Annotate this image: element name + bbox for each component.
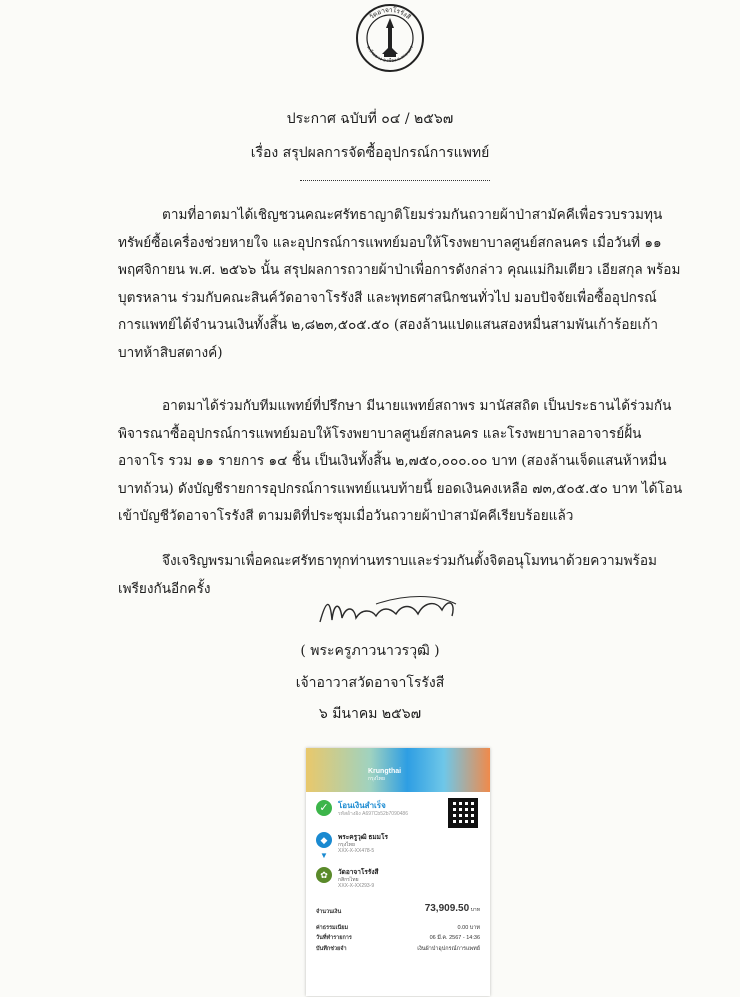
sender-account: XXX-X-XX478-5 bbox=[338, 848, 375, 854]
transfer-ref: รหัสอ้างอิง A697Cb52b7090486 bbox=[338, 811, 408, 817]
paragraph-1 bbox=[118, 202, 681, 367]
dotted-divider bbox=[300, 178, 490, 181]
paragraph-line: เข้าบัญชีวัดอาจาโรรังสี ตามมติที่ประชุมเมื่อวันถวายผ้าป่าสามัคคีเรียบร้อยแล้ว bbox=[118, 508, 574, 524]
paragraph-line: ทรัพย์ซื้อเครื่องช่วยหายใจ และอุปกรณ์การแพทย์มอบให้โรงพยาบาลศูนย์สกลนคร เมื่อวันที่ ๑๑ bbox=[118, 234, 662, 251]
announcement-subject: เรื่อง สรุปผลการจัดซื้ออุปกรณ์การแพทย์ bbox=[250, 145, 490, 161]
memo-label: บันทึกช่วยจำ bbox=[316, 946, 347, 952]
amount-value: 73,909.50 บาท bbox=[424, 903, 480, 914]
signatory-name: ( พระครูภาวนาวรวุฒิ ) bbox=[300, 643, 440, 659]
seal-top-text: วัดอาจาโรรังสี bbox=[367, 5, 413, 22]
slip-header bbox=[306, 748, 490, 792]
receiver-account: XXX-X-XX293-9 bbox=[338, 883, 375, 889]
paragraph-line: อาตมาได้ร่วมกับทีมแพทย์ที่ปรึกษา มีนายแพทย์สถาพร มานัสสถิต เป็นประธานได้ร่วมกัน bbox=[162, 398, 672, 414]
announcement-number: ประกาศ ฉบับที่ ๐๔ / ๒๕๖๗ bbox=[286, 111, 454, 127]
arrow-down-icon: ▼ bbox=[320, 851, 328, 860]
fee-label: ค่าธรรมเนียม bbox=[316, 925, 349, 931]
paragraph-2 bbox=[118, 393, 683, 531]
signature-date: ๖ มีนาคม ๒๕๖๗ bbox=[318, 706, 422, 722]
paragraph-line: บุตรหลาน ร่วมกับคณะสินค์วัดอาจาโรรังสี และพุทธศาสนิกชนทั่วไป มอบปัจจัยเพื่อซื้ออุปกรณ์ bbox=[118, 289, 657, 306]
handwritten-signature-icon bbox=[316, 592, 460, 630]
paragraph-line: พิจารณาซื้ออุปกรณ์การแพทย์มอบให้โรงพยาบาลศูนย์สกลนคร และโรงพยาบาลอาจารย์ฝั้น bbox=[118, 425, 642, 442]
paragraph-line: เพรียงกันอีกครั้ง bbox=[118, 580, 211, 597]
kasikorn-bank-icon: ✿ bbox=[316, 867, 332, 883]
paragraph-line: อาจาโร รวม ๑๑ รายการ ๑๔ ชิ้น เป็นเงินทั้งสิ้น ๒,๗๕๐,๐๐๐.๐๐ บาท (สองล้านเจ็ดแสนห้าหมื่น bbox=[118, 453, 667, 469]
paragraph-line: พฤศจิกายน พ.ศ. ๒๕๖๖ นั้น สรุปผลการถวายผ้าป่าเพื่อการดังกล่าว คุณแม่กิมเตียว เอียสกุล พร้อม bbox=[118, 262, 681, 278]
krungthai-bank-icon: ◆ bbox=[316, 832, 332, 848]
transfer-slip bbox=[306, 748, 490, 996]
amount-label: จำนวนเงิน bbox=[316, 909, 342, 915]
temple-seal-icon bbox=[354, 2, 426, 74]
paragraph-line: จึงเจริญพรมาเพื่อคณะศรัทธาทุกท่านทราบและร่วมกันตั้งจิตอนุโมทนาด้วยความพร้อม bbox=[162, 553, 657, 569]
transaction-date-label: วันที่ทำรายการ bbox=[316, 935, 352, 941]
qr-code-icon bbox=[448, 798, 478, 828]
success-check-icon: ✓ bbox=[316, 800, 332, 816]
signatory-position: เจ้าอาวาสวัดอาจาโรรังสี bbox=[295, 675, 445, 691]
paragraph-line: บาทห้าสิบสตางค์) bbox=[118, 344, 223, 361]
receiver-name: วัดอาจาโรรังสี bbox=[338, 869, 379, 876]
paragraph-line: บาทถ้วน) ดังบัญชีรายการอุปกรณ์การแพทย์แนบท้ายนี้ ยอดเงินคงเหลือ ๗๓,๕๐๕.๕๐ บาท ได้โอน bbox=[118, 480, 683, 497]
transfer-status: โอนเงินสำเร็จ bbox=[338, 801, 386, 810]
sender-name: พระครูวุฒิ ธมมโร bbox=[338, 834, 388, 841]
paragraph-line: การแพทย์ได้จำนวนเงินทั้งสิ้น ๒,๘๒๓,๕๐๕.๕๐ (สองล้านแปดแสนสองหมื่นสามพันเก้าร้อยเก้า bbox=[118, 317, 658, 333]
sender-bank: กรุงไทย bbox=[338, 842, 355, 848]
seal-bottom-text: ต.ห้วยยาง อ.เมือง จ.สกลนคร bbox=[365, 45, 415, 65]
transaction-date-value: 06 มี.ค. 2567 - 14:36 bbox=[429, 935, 480, 941]
krungthai-logo: Krungthai กรุงไทย bbox=[368, 768, 402, 782]
memo-value: เงินผ้าป่าอุปกรณ์การแพทย์ bbox=[417, 946, 480, 952]
paragraph-line: ตามที่อาตมาได้เชิญชวนคณะศรัทธาญาติโยมร่วมกันถวายผ้าป่าสามัคคีเพื่อรวบรวมทุน bbox=[162, 207, 663, 223]
fee-value: 0.00 บาท bbox=[457, 925, 480, 931]
receiver-bank: กสิกรไทย bbox=[338, 877, 359, 883]
